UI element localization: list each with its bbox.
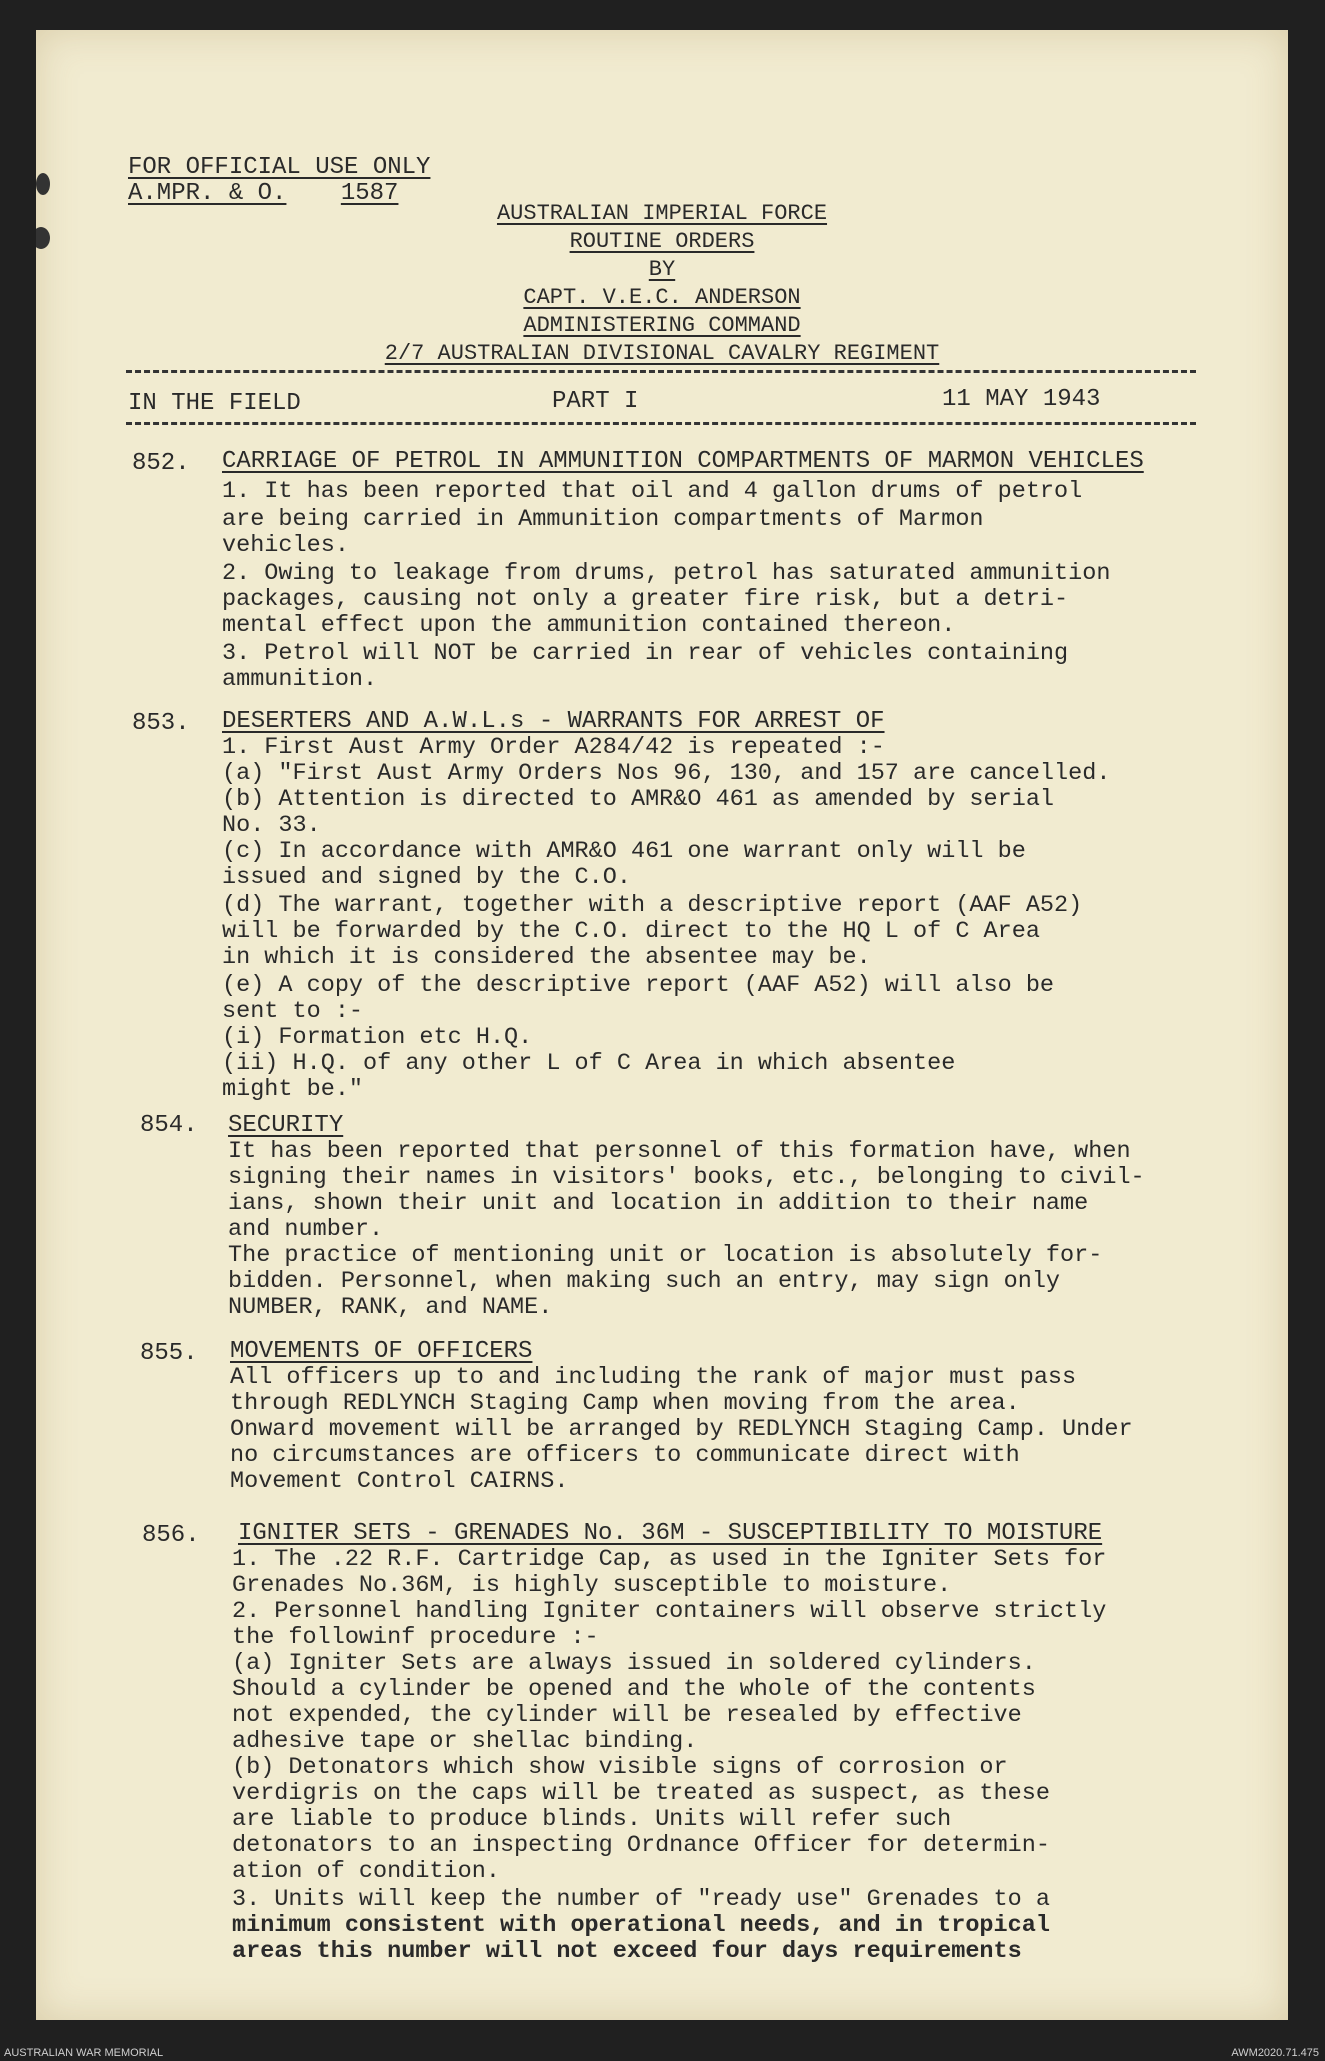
order-line: 1. The .22 R.F. Cartridge Cap, as used in the Igniter Sets for	[232, 1546, 1107, 1573]
archive-caption-left: AUSTRALIAN WAR MEMORIAL	[4, 2047, 164, 2059]
order-line: packages, causing not only a greater fire risk, but a detri-	[222, 586, 1069, 613]
order-line: minimum consistent with operational needs, and in tropical	[232, 1912, 1050, 1939]
order-line: through REDLYNCH Staging Camp when moving from the area.	[230, 1390, 1020, 1417]
title-line-5: ADMINISTERING COMMAND	[523, 313, 801, 338]
order-line: no circumstances are officers to communicate direct with	[230, 1442, 1020, 1469]
order-line: Onward movement will be arranged by REDLYNCH Staging Camp. Under	[230, 1416, 1133, 1443]
order-line: areas this number will not exceed four days requirements	[232, 1938, 1022, 1965]
reference-code: A.MPR. & O.	[128, 180, 287, 207]
order-line: are being carried in Ammunition compartments of Marmon	[222, 506, 984, 533]
order-line: (i) Formation etc H.Q.	[222, 1024, 533, 1051]
punch-mark	[36, 173, 50, 195]
order-number: 852.	[132, 450, 190, 477]
order-line: sent to :-	[222, 998, 364, 1025]
order-heading: CARRIAGE OF PETROL IN AMMUNITION COMPARTMENTS OF MARMON VEHICLES	[222, 448, 1144, 475]
order-line: 1. First Aust Army Order A284/42 is repeated :-	[222, 734, 885, 761]
order-heading: IGNITER SETS - GRENADES No. 36M - SUSCEPTIBILITY TO MOISTURE	[238, 1520, 1103, 1547]
order-number: 855.	[140, 1340, 198, 1367]
order-line: detonators to an inspecting Ordnance Officer for determin-	[232, 1832, 1050, 1859]
order-line: and number.	[228, 1216, 384, 1243]
order-number: 853.	[132, 710, 190, 737]
location-label: IN THE FIELD	[128, 390, 301, 417]
order-line: (c) In accordance with AMR&O 461 one warrant only will be	[222, 838, 1026, 865]
order-line: bidden. Personnel, when making such an entry, may sign only	[228, 1268, 1061, 1295]
order-line: The practice of mentioning unit or location is absolutely for-	[228, 1242, 1103, 1269]
order-line: (a) "First Aust Army Orders Nos 96, 130, and 157 are cancelled.	[222, 760, 1111, 787]
title-line-2: ROUTINE ORDERS	[569, 229, 755, 254]
part-label: PART I	[552, 388, 639, 415]
order-line: ians, shown their unit and location in addition to their name	[228, 1190, 1089, 1217]
order-heading: MOVEMENTS OF OFFICERS	[230, 1338, 533, 1365]
archive-caption-right: AWM2020.71.475	[1231, 2047, 1319, 2059]
order-line: 1. It has been reported that oil and 4 gallon drums of petrol	[222, 478, 1083, 505]
restriction-label: FOR OFFICIAL USE ONLY	[128, 154, 431, 181]
order-line: are liable to produce blinds. Units will refer such	[232, 1806, 952, 1833]
divider-bottom	[126, 422, 1196, 425]
order-number: 854.	[140, 1112, 198, 1139]
order-line: (e) A copy of the descriptive report (AAF A52) will also be	[222, 972, 1055, 999]
order-line: It has been reported that personnel of this formation have, when	[228, 1138, 1131, 1165]
order-line: the followinf procedure :-	[232, 1624, 599, 1651]
order-line: (d) The warrant, together with a descriptive report (AAF A52)	[222, 892, 1083, 919]
order-line: mental effect upon the ammunition contained thereon.	[222, 612, 956, 639]
reference-number: 1587	[340, 180, 399, 207]
order-line: (b) Attention is directed to AMR&O 461 as amended by serial	[222, 786, 1055, 813]
title-line-4: CAPT. V.E.C. ANDERSON	[523, 285, 801, 310]
title-line-1: AUSTRALIAN IMPERIAL FORCE	[496, 201, 828, 226]
order-line: will be forwarded by the C.O. direct to the HQ L of C Area	[222, 918, 1040, 945]
order-line: 3. Petrol will NOT be carried in rear of vehicles containing	[222, 640, 1069, 667]
divider-top	[126, 370, 1196, 373]
order-line: issued and signed by the C.O.	[222, 864, 631, 891]
order-line: NUMBER, RANK, and NAME.	[228, 1294, 553, 1321]
title-line-3: BY	[648, 257, 676, 282]
order-line: Grenades No.36M, is highly susceptible to moisture.	[232, 1572, 952, 1599]
order-line: Movement Control CAIRNS.	[230, 1468, 569, 1495]
order-line: signing their names in visitors' books, etc., belonging to civil-	[228, 1164, 1145, 1191]
order-number: 856.	[142, 1522, 200, 1549]
order-line: in which it is considered the absentee may be.	[222, 944, 871, 971]
order-line: 2. Personnel handling Igniter containers will observe strictly	[232, 1598, 1107, 1625]
order-line: All officers up to and including the rank of major must pass	[230, 1364, 1077, 1391]
order-heading: DESERTERS AND A.W.L.s - WARRANTS FOR ARREST OF	[222, 708, 885, 735]
order-line: 3. Units will keep the number of "ready use" Grenades to a	[232, 1886, 1050, 1913]
order-line: No. 33.	[222, 812, 321, 839]
order-line: vehicles.	[222, 532, 349, 559]
date-label: 11 MAY 1943	[942, 386, 1101, 413]
order-line: ation of condition.	[232, 1858, 500, 1885]
order-line: not expended, the cylinder will be resealed by effective	[232, 1702, 1022, 1729]
order-line: adhesive tape or shellac binding.	[232, 1728, 698, 1755]
order-line: ammunition.	[222, 666, 378, 693]
order-line: (b) Detonators which show visible signs of corrosion or	[232, 1754, 1008, 1781]
order-line: (ii) H.Q. of any other L of C Area in which absentee	[222, 1050, 956, 1077]
document-page	[36, 30, 1288, 2020]
order-heading: SECURITY	[228, 1112, 344, 1139]
order-line: (a) Igniter Sets are always issued in soldered cylinders.	[232, 1650, 1036, 1677]
order-line: Should a cylinder be opened and the whole of the contents	[232, 1676, 1036, 1703]
title-line-6: 2/7 AUSTRALIAN DIVISIONAL CAVALRY REGIMENT	[384, 341, 940, 366]
order-line: might be."	[222, 1076, 364, 1103]
order-line: 2. Owing to leakage from drums, petrol has saturated ammunition	[222, 560, 1111, 587]
order-line: verdigris on the caps will be treated as suspect, as these	[232, 1780, 1050, 1807]
